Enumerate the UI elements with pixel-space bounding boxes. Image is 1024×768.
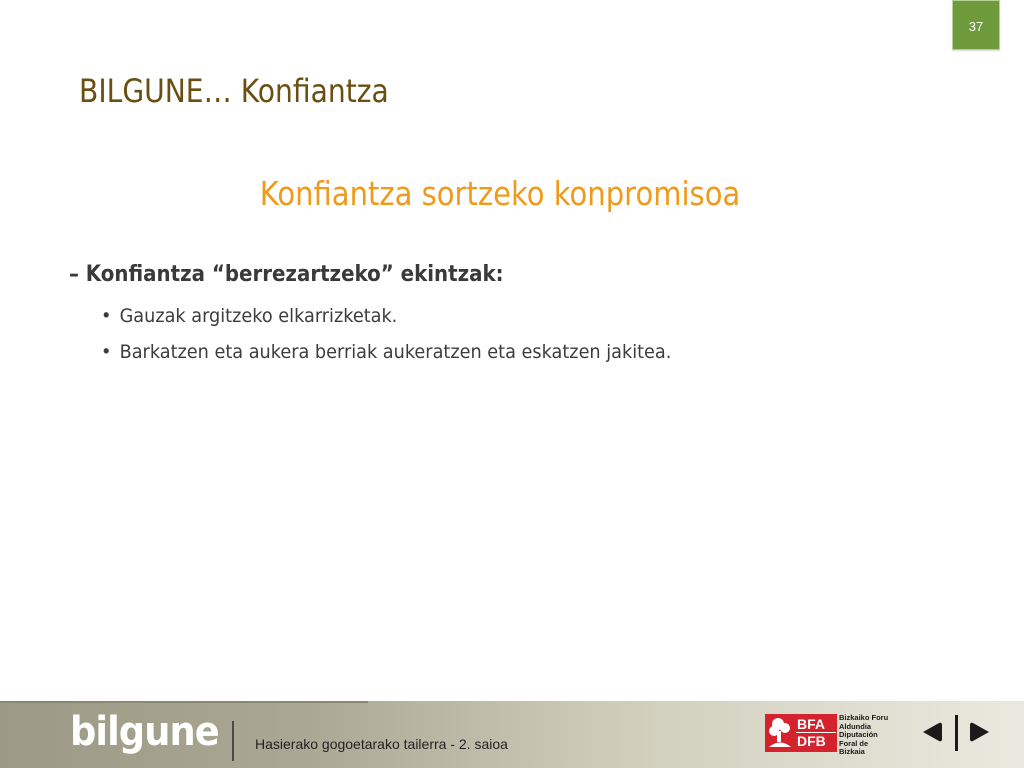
footer-accent-line bbox=[0, 701, 368, 703]
dash-list-item: – Konfiantza “berrezartzeko” ekintzak: bbox=[69, 262, 504, 287]
dfb-text: DFB bbox=[797, 733, 826, 749]
footer-divider bbox=[232, 721, 234, 761]
org-name-line: Foral de Bizkaia bbox=[839, 738, 869, 756]
previous-slide-icon[interactable] bbox=[921, 720, 943, 744]
org-name bbox=[839, 714, 889, 757]
bullet-marker: • bbox=[101, 341, 112, 363]
org-name-line: Bizkaiko Foru bbox=[839, 713, 889, 722]
org-name-line: Diputación bbox=[839, 730, 878, 739]
next-slide-icon[interactable] bbox=[969, 720, 991, 744]
bullet-marker: • bbox=[101, 305, 112, 327]
bullet-item bbox=[101, 298, 671, 334]
footer-caption: Hasierako gogoetarako tailerra - 2. saioa bbox=[255, 736, 508, 752]
bullet-list bbox=[101, 298, 714, 370]
nav-divider bbox=[955, 715, 958, 751]
page-number-badge bbox=[952, 0, 1000, 50]
bullet-text: Barkatzen eta aukera berriak aukeratzen eta eskatzen jakitea. bbox=[119, 341, 672, 363]
page-number: 37 bbox=[968, 18, 984, 34]
bullet-item bbox=[101, 334, 671, 370]
slide-title: BILGUNE… Konfiantza bbox=[79, 72, 389, 110]
bullet-text: Gauzak argitzeko elkarrizketak. bbox=[119, 305, 398, 327]
footer-bar bbox=[0, 701, 1024, 768]
bilgune-logo: bilgune bbox=[70, 709, 219, 755]
slide-subtitle: Konfiantza sortzeko konpromisoa bbox=[259, 174, 741, 213]
oak-tree-emblem-icon bbox=[765, 714, 795, 752]
org-name-line: Aldundia bbox=[839, 721, 872, 731]
bfa-text: BFA bbox=[797, 716, 825, 732]
bfa-dfb-logo bbox=[765, 714, 889, 756]
